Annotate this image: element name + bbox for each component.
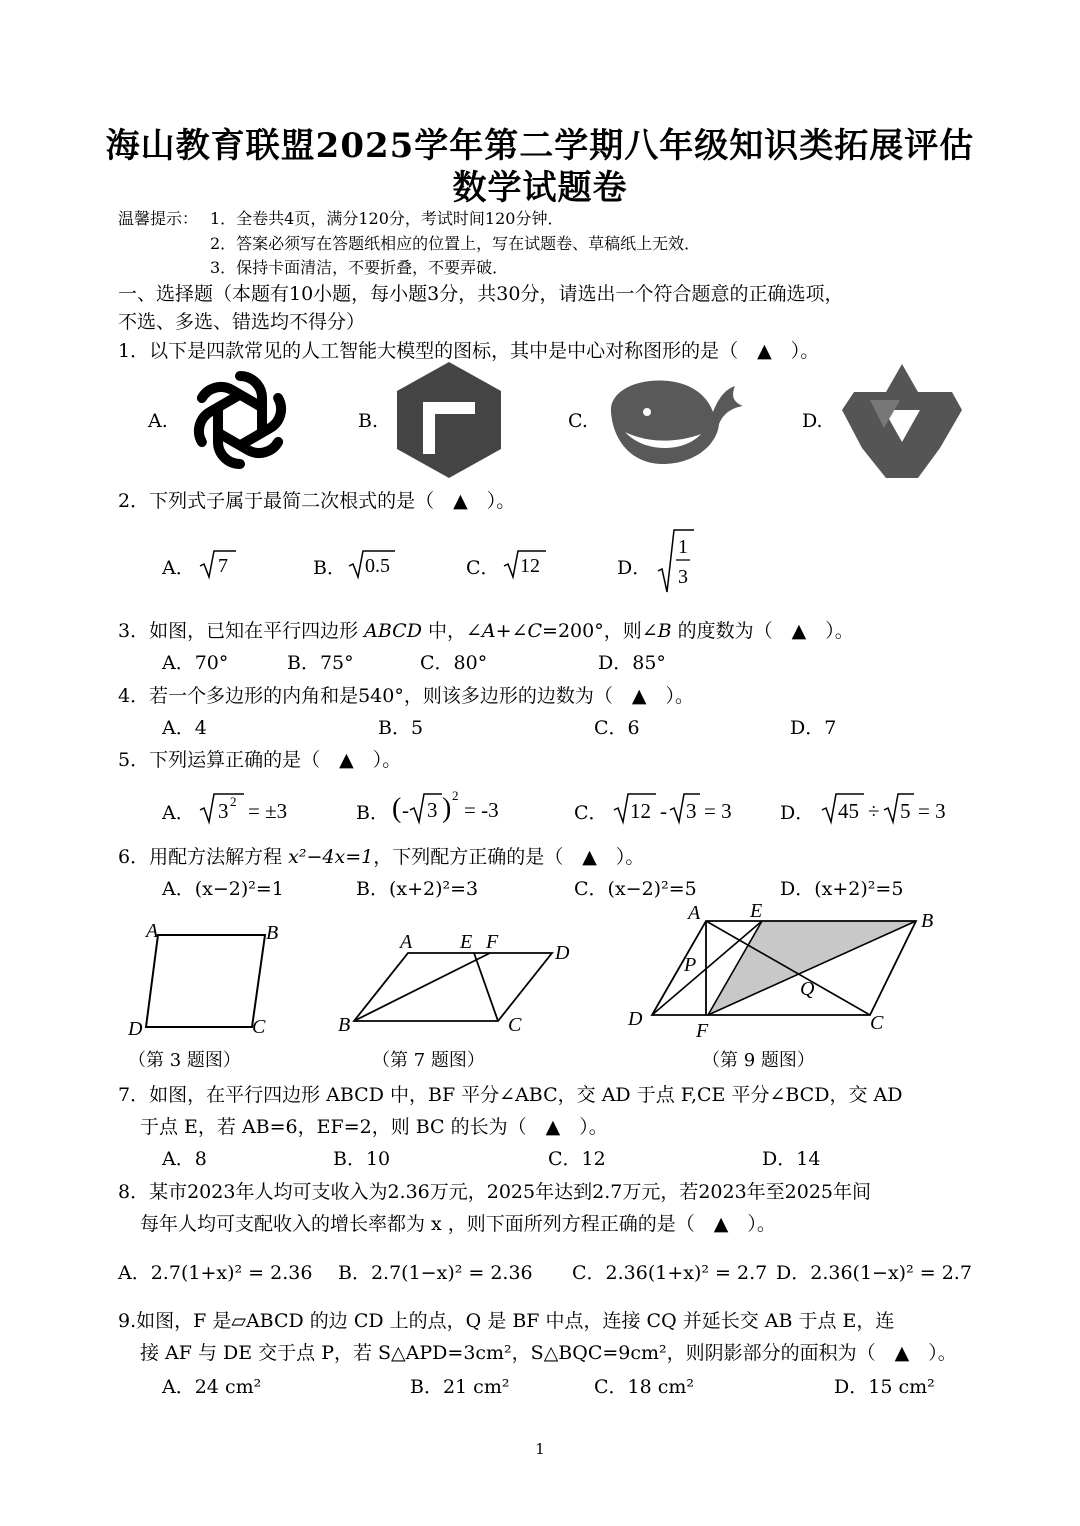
q8-option-b: B．2.7(1−x)² = 2.36: [338, 1262, 533, 1284]
fig9-label-b: B: [921, 910, 934, 932]
svg-text:2: 2: [230, 794, 237, 809]
hexagon-cube-logo-icon: [393, 360, 505, 480]
fig3-label-b: B: [266, 922, 279, 944]
q1-label-a: A.: [148, 410, 168, 432]
fig3-caption: （第 3 题图）: [128, 1050, 241, 1071]
fig3-label-c: C: [252, 1016, 266, 1038]
q2-label-b: B．: [313, 557, 346, 579]
section-heading-line1: 一、选择题（本题有10小题，每小题3分，共30分，请选出一个符合题意的正确选项，: [118, 283, 844, 305]
q1-label-b: B.: [358, 410, 379, 432]
q2-stem: 2．下列式子属于最简二次根式的是（ ▲ ）。: [118, 490, 516, 512]
q6-stem: 6．用配方法解方程 x²−4x=1，下列配方正确的是（ ▲ ）。: [118, 846, 645, 868]
q2-a-radical: [198, 548, 238, 580]
q2-a-radicand: 7: [218, 555, 228, 577]
q6-option-c: C．(x−2)²=5: [574, 878, 697, 900]
q5-stem: 5．下列运算正确的是（ ▲ ）。: [118, 749, 402, 771]
q8-stem-line2: 每年人均可支配收入的增长率都为 x ，则下面所列方程正确的是（ ▲ ）。: [140, 1213, 776, 1235]
page-number: 1: [535, 1440, 545, 1458]
openai-logo-icon: [185, 365, 295, 475]
q4-stem: 4．若一个多边形的内角和是540°，则该多边形的边数为（ ▲ ）。: [118, 685, 694, 707]
svg-text:3: 3: [686, 799, 697, 823]
q5-label-a: A．: [162, 802, 195, 824]
figure-3: [120, 915, 290, 1040]
whale-logo-icon: [605, 372, 747, 467]
q2-d-denominator: 3: [678, 566, 688, 588]
fig7-label-c: C: [508, 1014, 522, 1036]
q3-option-d: D．85°: [598, 652, 666, 674]
q5-label-c: C．: [574, 802, 608, 824]
q1-stem: 1．以下是四款常见的人工智能大模型的图标，其中是中心对称图形的是（ ▲ ）。: [118, 340, 820, 362]
svg-text:-: -: [402, 798, 409, 822]
svg-text:3: 3: [427, 798, 438, 822]
q4-option-a: A．4: [162, 717, 207, 739]
fig9-label-c: C: [870, 1012, 884, 1034]
svg-text:2: 2: [452, 788, 459, 803]
figure-9: [620, 895, 950, 1045]
q9-option-b: B．21 cm²: [410, 1376, 510, 1398]
q5-b-expression: [392, 784, 512, 826]
q7-stem-line1: 7．如图，在平行四边形 ABCD 中，BF 平分∠ABC，交 AD 于点 F,CE 平分∠BCD，交 AD: [118, 1084, 903, 1106]
q6-option-a: A．(x−2)²=1: [162, 878, 284, 900]
q2-b-radicand: 0.5: [365, 555, 390, 577]
q9-option-a: A．24 cm²: [162, 1376, 262, 1398]
tips-label: 温馨提示：: [118, 209, 199, 228]
q3-option-b: B．75°: [287, 652, 354, 674]
q5-a-rhs: = ±3: [248, 799, 288, 823]
svg-text:÷: ÷: [868, 799, 880, 823]
q5-label-b: B．: [356, 802, 389, 824]
q3-option-a: A．70°: [162, 652, 229, 674]
q2-c-radical: [502, 548, 548, 580]
fig7-caption: （第 7 题图）: [372, 1050, 485, 1071]
fig9-label-q: Q: [800, 978, 815, 1000]
q2-d-radical: [656, 527, 696, 595]
section-heading-line2: 不选、多选、错选均不得分）: [118, 311, 366, 333]
fig7-label-f: F: [486, 931, 499, 953]
q5-c-expression: [612, 788, 742, 826]
fig7-label-a: A: [400, 931, 413, 953]
svg-text:(: (: [392, 793, 402, 824]
q4-option-c: C．6: [594, 717, 640, 739]
svg-text:): ): [442, 793, 452, 824]
svg-text:12: 12: [630, 799, 651, 823]
fig7-label-e: E: [460, 931, 473, 953]
fig9-label-d: D: [628, 1008, 643, 1030]
svg-text:3: 3: [218, 799, 229, 823]
q2-label-a: A．: [162, 557, 195, 579]
fig7-label-b: B: [338, 1014, 351, 1036]
tip-item-1: 1．全卷共4页，满分120分，考试时间120分钟．: [210, 209, 564, 228]
q1-label-d: D.: [802, 410, 823, 432]
q2-b-radical: [347, 548, 397, 580]
star-triangle-logo-icon: [840, 362, 964, 480]
q4-option-d: D．7: [790, 717, 837, 739]
q3-option-c: C．80°: [420, 652, 488, 674]
fig7-label-d: D: [555, 942, 570, 964]
fig9-label-e: E: [750, 900, 763, 922]
q5-d-rhs: = 3: [918, 799, 946, 823]
q5-a-expression: [198, 788, 300, 826]
fig9-label-p: P: [684, 954, 697, 976]
fig9-caption: （第 9 题图）: [702, 1050, 815, 1071]
q7-option-b: B．10: [333, 1148, 391, 1170]
q3-stem: 3．如图，已知在平行四边形 ABCD 中，∠A+∠C=200°，则∠B 的度数为（ ▲ ）。: [118, 620, 854, 642]
q9-stem-line1: 9.如图，F 是▱ABCD 的边 CD 上的点，Q 是 BF 中点，连接 CQ 并延长交 AB 于点 E，连: [118, 1310, 895, 1332]
q5-c-rhs: = 3: [704, 799, 732, 823]
q7-option-c: C．12: [548, 1148, 606, 1170]
q4-option-b: B．5: [378, 717, 424, 739]
q2-d-numerator: 1: [678, 536, 688, 558]
q7-stem-line2: 于点 E，若 AB=6，EF=2，则 BC 的长为（ ▲ ）。: [140, 1116, 608, 1138]
q9-option-c: C．18 cm²: [594, 1376, 695, 1398]
q8-option-a: A．2.7(1+x)² = 2.36: [118, 1262, 313, 1284]
q1-label-c: C.: [568, 410, 588, 432]
q5-d-expression: [820, 788, 960, 826]
q7-option-a: A．8: [162, 1148, 207, 1170]
q2-label-c: C．: [466, 557, 500, 579]
exam-title: 海山教育联盟2025学年第二学期八年级知识类拓展评估: [105, 126, 975, 166]
q6-option-d: D．(x+2)²=5: [780, 878, 904, 900]
tip-item-3: 3．保持卡面清洁，不要折叠，不要弄破．: [210, 258, 509, 277]
fig3-label-a: A: [146, 920, 159, 942]
fig9-label-a: A: [688, 902, 701, 924]
tip-item-2: 2．答案必须写在答题纸相应的位置上，写在试题卷、草稿纸上无效．: [210, 234, 701, 253]
svg-text:5: 5: [900, 799, 911, 823]
fig3-label-d: D: [128, 1018, 143, 1040]
exam-subtitle: 数学试题卷: [452, 168, 628, 208]
q2-c-radicand: 12: [520, 555, 540, 577]
q6-option-b: B．(x+2)²=3: [356, 878, 479, 900]
q9-option-d: D．15 cm²: [834, 1376, 935, 1398]
fig9-label-f: F: [696, 1020, 709, 1042]
q8-option-c: C．2.36(1+x)² = 2.7: [572, 1262, 768, 1284]
q9-stem-line2: 接 AF 与 DE 交于点 P，若 S△APD=3cm²，S△BQC=9cm²，则阴影部分的面积为（ ▲ ）。: [140, 1342, 957, 1364]
figure-7: [330, 925, 580, 1040]
q7-option-d: D．14: [762, 1148, 821, 1170]
q8-stem-line1: 8．某市2023年人均可支收入为2.36万元，2025年达到2.7万元，若2023年至2025年间: [118, 1181, 872, 1203]
svg-text:-: -: [660, 799, 667, 823]
q5-b-rhs: = -3: [464, 798, 499, 822]
svg-text:45: 45: [838, 799, 859, 823]
q2-label-d: D．: [617, 557, 652, 579]
q8-option-d: D．2.36(1−x)² = 2.7: [776, 1262, 972, 1284]
q5-label-d: D．: [780, 802, 815, 824]
